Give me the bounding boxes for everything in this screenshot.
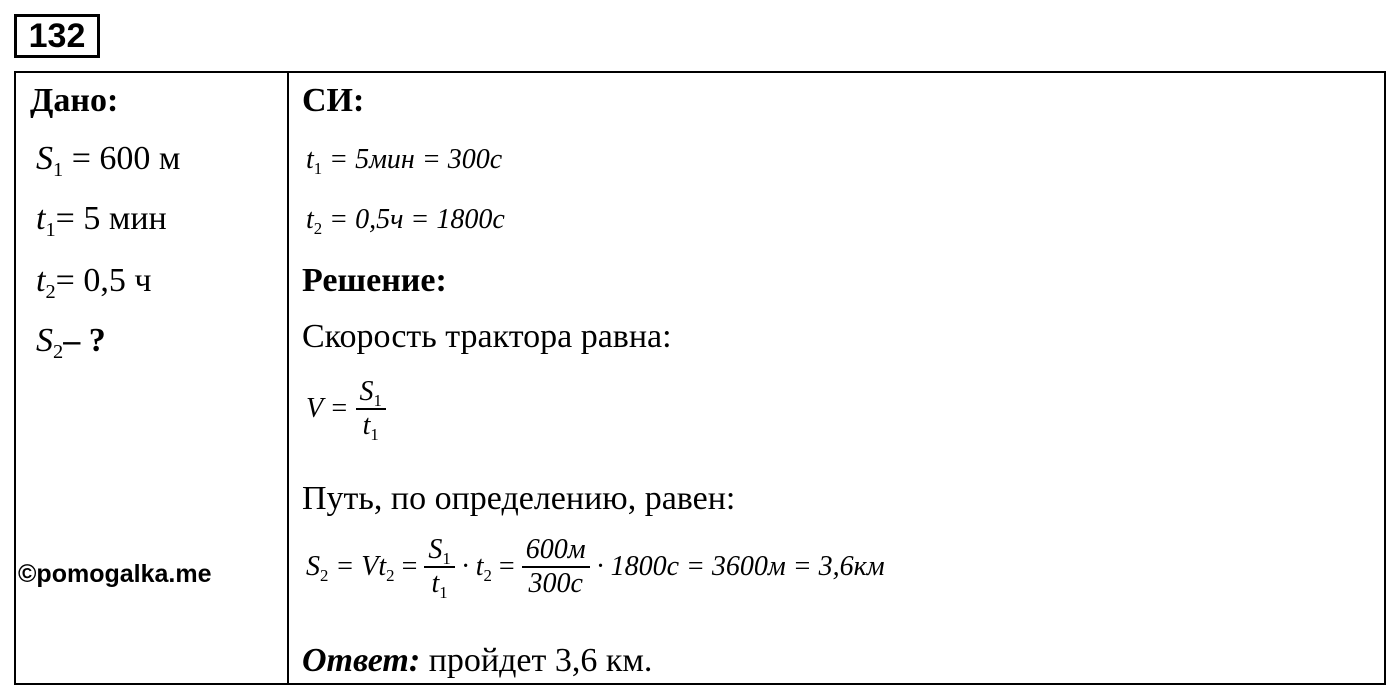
speed-formula: V = $\frac{S_1}{t_1}$	[306, 376, 386, 442]
given-header: Дано:	[30, 82, 119, 119]
path-text: Путь, по определению, равен:	[302, 480, 736, 517]
path-formula: $S_2 = Vt_2$ = $\frac{S_1}{t_1}$ · $t_2$ = $\frac{600м}{300с}$ · 1800с = 3600м = 3,6км	[306, 534, 885, 602]
watermark: ©pomogalka.me	[18, 560, 212, 588]
given-row-t1: $t_1= 5$ мин	[36, 200, 167, 242]
si-header: СИ:	[302, 82, 365, 119]
si-line-t2: $t_2 = 0,5ч = 1800с$	[306, 204, 505, 238]
given-row-s2-unknown: $S_2-$ ?	[36, 322, 106, 364]
answer-line	[302, 642, 652, 680]
solution-header: Решение:	[302, 262, 447, 299]
si-line-t1: $t_1 = 5мин = 300с$	[306, 144, 503, 178]
given-row-t2: $t_2= 0,5$ ч	[36, 262, 152, 304]
path-fraction-2: $\frac{600м}{300с}$	[522, 534, 590, 600]
path-fraction-1: $\frac{S_1}{t_1}$	[424, 534, 454, 600]
speed-fraction: $\frac{S_1}{t_1}$	[356, 376, 386, 442]
speed-text: Скорость трактора равна:	[302, 318, 672, 355]
problem-number: 132	[14, 14, 100, 58]
answer-text: пройдет 3,6 км.	[420, 642, 653, 679]
column-divider	[287, 71, 289, 685]
answer-label: Ответ:	[302, 642, 421, 679]
given-row-s1: $S_1 = 600$ м	[36, 140, 181, 182]
